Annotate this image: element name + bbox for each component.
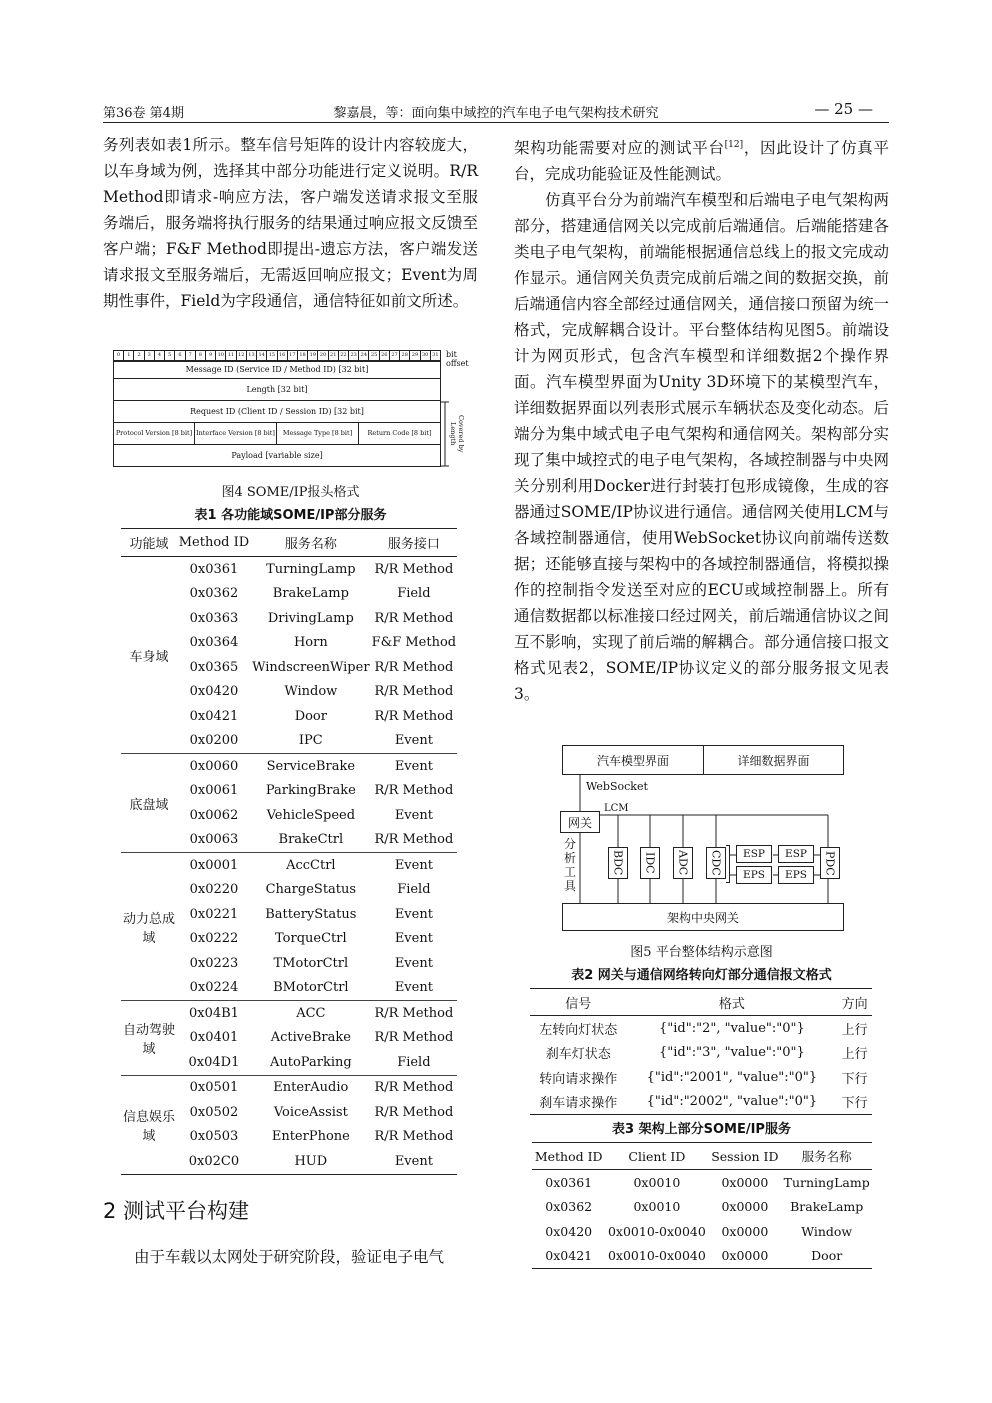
bit-offset-label [446, 350, 469, 368]
central-gateway-box: 架构中央网关 [562, 903, 844, 931]
bit-index-cell: 0 [113, 350, 124, 361]
service-name-cell: Horn [293, 635, 328, 651]
bit-index-cell: 31 [431, 350, 441, 361]
format-cell: {"id":"3", "value":"0"} [659, 1045, 805, 1061]
header-signal: 信号 [530, 989, 626, 1016]
bit-index-cell: 24 [359, 350, 369, 361]
method-id-cell: 0x0061 [189, 783, 239, 799]
service-name-cell: IPC [251, 729, 371, 754]
method-id-cell: 0x0221 [189, 906, 239, 922]
service-name-cell: ChargeStatus [265, 882, 357, 898]
service-name-cell: TMotorCtrl [273, 955, 349, 971]
table-row [121, 557, 457, 582]
table-1-body [121, 557, 457, 1175]
method-id-cell: 0x0365 [189, 659, 239, 675]
bit-index-cell: 1 [124, 350, 134, 361]
signal-cell: 刹车灯状态 [545, 1047, 611, 1063]
left-column [103, 132, 478, 314]
signal-cell: 刹车请求操作 [530, 1090, 626, 1115]
covered-by-length-label: Covered by Length [449, 415, 465, 453]
bit-index-cell: 15 [267, 350, 277, 361]
service-name-cell: ServiceBrake [266, 758, 356, 774]
eps-box-2: EPS [778, 866, 814, 884]
bit-index-cell: 5 [165, 350, 175, 361]
bit-index-cell: 17 [288, 350, 298, 361]
table-2-caption: 表2 网关与通信网络转向灯部分通信报文格式 [571, 968, 832, 983]
method-id-cell: 0x0421 [189, 708, 239, 724]
header-method-id: Method ID [177, 529, 251, 557]
message-type-field: Message Type [8 bit] [277, 423, 359, 445]
bit-index-cell: 21 [329, 350, 339, 361]
domain-cell: 车身域 [121, 557, 177, 754]
method-id-cell: 0x0420 [545, 1223, 593, 1239]
method-id-cell: 0x0060 [189, 758, 239, 774]
bit-index-cell: 19 [308, 350, 318, 361]
node-pdc: PDC [820, 847, 840, 879]
session-id-cell: 0x0000 [721, 1199, 769, 1215]
service-interface-cell: Event [371, 729, 457, 754]
left-column-end [103, 1244, 478, 1270]
method-id-cell: 0x0220 [189, 882, 239, 898]
running-title: 黎嘉晨，等：面向集中域控的汽车电子电气架构技术研究 [333, 106, 659, 121]
journal-issue: 第36卷 第4期 [103, 106, 184, 121]
service-interface-cell: R/R Method [374, 1080, 454, 1096]
service-name-cell: BrakeLamp [272, 586, 349, 602]
payload-field: Payload [variable size] [113, 445, 441, 467]
direction-cell: 上行 [841, 1047, 868, 1063]
node-cdc: CDC [706, 847, 726, 879]
method-id-cell: 0x0363 [189, 610, 239, 626]
detail-data-ui-box: 详细数据界面 [704, 745, 844, 775]
client-id-cell: 0x0010-0x0040 [605, 1244, 708, 1269]
table-row [530, 1041, 872, 1066]
service-interface-cell: R/R Method [374, 783, 454, 799]
format-cell: {"id":"2", "value":"0"} [659, 1020, 805, 1036]
cdc-bracket [726, 845, 730, 883]
table-row [532, 1219, 872, 1244]
running-header [103, 100, 889, 123]
service-interface-cell: Event [394, 857, 433, 873]
service-interface-cell: Event [394, 955, 433, 971]
service-name-cell: TurningLamp [783, 1174, 870, 1190]
table-row [532, 1244, 872, 1269]
method-id-cell: 0x0503 [189, 1129, 239, 1145]
bit-index-cell: 13 [247, 350, 257, 361]
bit-index-cell: 3 [145, 350, 155, 361]
bit-index-cell: 28 [400, 350, 410, 361]
table-row [530, 1090, 872, 1115]
service-interface-cell: Event [394, 758, 433, 774]
service-name-cell: TorqueCtrl [275, 931, 347, 947]
service-name-cell: AccCtrl [286, 857, 336, 873]
service-interface-cell: R/R Method [374, 1030, 454, 1046]
table-row [121, 1001, 457, 1026]
client-id-cell: 0x0010 [633, 1174, 681, 1190]
message-id-field: Message ID (Service ID / Method ID) [32 bit] [113, 361, 441, 379]
method-id-cell: 0x0362 [545, 1199, 593, 1215]
service-interface-cell: R/R Method [374, 610, 454, 626]
table-1-caption: 表1 各功能域SOME/IP部分服务 [194, 508, 387, 523]
bit-index-cell: 25 [369, 350, 379, 361]
node-adc: ADC [673, 847, 693, 879]
bit-index-cell: 9 [206, 350, 216, 361]
method-id-cell: 0x0364 [189, 635, 239, 651]
header-service-name: 服务名称 [251, 529, 371, 557]
domain-cell: 自动驾驶域 [121, 1001, 177, 1076]
service-interface-cell: R/R Method [374, 1104, 454, 1120]
bit-index-row [113, 350, 441, 361]
service-interface-cell: Field [371, 1050, 457, 1075]
header-domain: 功能域 [121, 529, 177, 557]
page-number: — 25 — [814, 100, 873, 118]
domain-cell: 动力总成域 [121, 853, 177, 1001]
domain-cell: 底盘域 [121, 754, 177, 853]
table-1 [121, 528, 457, 1175]
service-name-cell: ActiveBrake [270, 1030, 351, 1046]
table-row [530, 1016, 872, 1041]
method-id-cell: 0x0001 [189, 857, 239, 873]
header-session-id: Session ID [708, 1143, 781, 1170]
service-interface-cell: R/R Method [374, 708, 454, 724]
service-name-cell: WindscreenWiper [252, 659, 370, 675]
bit-index-cell: 22 [339, 350, 349, 361]
client-id-cell: 0x0010 [633, 1199, 681, 1215]
service-name-cell: ParkingBrake [265, 783, 356, 799]
header-method-id: Method ID [532, 1143, 605, 1170]
method-id-cell: 0x0421 [532, 1244, 605, 1269]
protocol-version-field: Protocol Version [8 bit] [113, 423, 195, 445]
service-name-cell: Door [781, 1244, 872, 1269]
domain-cell: 信息娱乐域 [121, 1075, 177, 1174]
service-name-cell: VehicleSpeed [266, 807, 356, 823]
figure-5-platform-structure [558, 745, 848, 935]
request-id-field: Request ID (Client ID / Session ID) [32 bit] [113, 401, 441, 423]
service-name-cell: EnterPhone [271, 1129, 350, 1145]
websocket-label: WebSocket [586, 780, 648, 793]
paragraph: 仿真平台分为前端汽车模型和后端电子电气架构两部分，搭建通信网关以完成前后端通信。后端能搭建各类电子电气架构，前端能根据通信总线上的报文完成动作显示。通信网关负责完成前后端之间的数据交换，前后端通信内容全部经过通信网关，通信接口预留为统一格式，完成解耦合设计。平台整体结构见图5。前端设计为网页形式，包含汽车模型和详细数据2个操作界面。汽车模型界面为Unity 3D环境下的某模型汽车，详细数据界面以列表形式展示车辆状态及变化动态。后端分为集中域式电子电气架构和通信网关。架构部分实现了集中域控式的电子电气架构，各域控制器与中央网关分别利用Docker进行封装打包形成镜像，生成的容器通过SOME/IP协议进行通信。通信网关使用LCM与各域控制器通信，使用WebSocket协议向前端传送数据；还能够直接与架构中的各域控制器通信，将模拟操作的控制指令发送至对应的ECU或域控制器上。所有通信数据都以标准接口经过网关，前后端通信协议之间互不影响，实现了前后端的解耦合。部分通信接口报文格式见表2，SOME/IP协议定义的部分服务报文见表3。 [514, 191, 889, 704]
method-id-cell: 0x0401 [189, 1030, 239, 1046]
service-interface-cell: Event [394, 807, 433, 823]
table-3 [532, 1142, 872, 1269]
service-name-cell: DrivingLamp [267, 610, 354, 626]
return-code-field: Return Code [8 bit] [359, 423, 441, 445]
service-name-cell: BatteryStatus [265, 906, 357, 922]
session-id-cell: 0x0000 [721, 1223, 769, 1239]
table-2 [530, 988, 872, 1115]
table-3-body [532, 1170, 872, 1269]
format-cell: {"id":"2001", "value":"0"} [646, 1069, 818, 1085]
bit-index-cell: 7 [186, 350, 196, 361]
service-interface-cell: Event [394, 931, 433, 947]
session-id-cell: 0x0000 [721, 1174, 769, 1190]
bit-index-cell: 10 [216, 350, 226, 361]
eps-box-1: EPS [736, 866, 772, 884]
table-header-row [530, 989, 872, 1016]
service-interface-cell: Event [394, 906, 433, 922]
service-interface-cell: R/R Method [374, 561, 454, 577]
bit-index-cell: 12 [237, 350, 247, 361]
figure-4-someip-header [113, 350, 469, 470]
bit-label: bit [446, 350, 457, 359]
right-column [514, 132, 889, 707]
bit-index-cell: 11 [226, 350, 236, 361]
service-name-cell: Door [294, 708, 327, 724]
interface-version-field: Interface Version [8 bit] [195, 423, 277, 445]
bit-index-cell: 27 [390, 350, 400, 361]
method-id-cell: 0x0420 [189, 684, 239, 700]
method-id-cell: 0x0361 [545, 1174, 593, 1190]
paragraph: 由于车载以太网处于研究阶段，验证电子电气 [134, 1248, 445, 1266]
direction-cell: 下行 [841, 1071, 868, 1087]
table-row [532, 1195, 872, 1220]
figure-5-caption: 图5 平台整体结构示意图 [630, 945, 773, 960]
service-name-cell: Window [801, 1223, 853, 1239]
esp-box-2: ESP [778, 845, 814, 863]
service-name-cell: HUD [251, 1149, 371, 1174]
bit-index-cell: 26 [380, 350, 390, 361]
service-name-cell: BrakeCtrl [251, 828, 371, 853]
header-service-name: 服务名称 [781, 1143, 872, 1170]
lcm-label: LCM [604, 803, 629, 814]
service-name-cell: ACC [296, 1005, 326, 1021]
table-row [121, 1075, 457, 1100]
paragraph-text: ，因此设计了仿真平台，完成功能验证及性能测试。 [514, 139, 889, 184]
bit-index-cell: 23 [349, 350, 359, 361]
bit-index-cell: 8 [196, 350, 206, 361]
method-id-cell: 0x0223 [189, 955, 239, 971]
header-service-interface: 服务接口 [371, 529, 457, 557]
citation-ref: [12] [724, 140, 744, 150]
paragraph: 务列表如表1所示。整车信号矩阵的设计内容较庞大，以车身域为例，选择其中部分功能进行定义说明。R/R Method即请求-响应方法，客户端发送请求报文至服务端后，服务端将执行服务的结果通过响应报文反馈至客户端；F&F Method即提出-遗忘方法，客户端发送请求报文至服务端后，无需返回响应报文；Event为周期性事件，Field为字段通信，通信特征如前文所述。 [103, 136, 478, 310]
service-interface-cell: Field [397, 882, 431, 898]
paragraph [514, 132, 889, 187]
signal-cell: 左转向灯状态 [539, 1022, 618, 1038]
section-heading: 2 测试平台构建 [103, 1199, 250, 1223]
service-interface-cell: R/R Method [374, 1005, 454, 1021]
node-bdc: BDC [608, 847, 628, 879]
bit-index-cell: 30 [421, 350, 431, 361]
bit-index-cell: 14 [257, 350, 267, 361]
service-interface-cell: R/R Method [374, 684, 454, 700]
header-format: 格式 [626, 989, 837, 1016]
car-model-ui-box: 汽车模型界面 [562, 745, 704, 775]
bit-index-cell: 20 [318, 350, 328, 361]
method-id-cell: 0x04B1 [188, 1005, 239, 1021]
bit-index-cell: 18 [298, 350, 308, 361]
header-direction: 方向 [837, 989, 872, 1016]
bit-index-cell: 16 [278, 350, 288, 361]
method-id-cell: 0x04D1 [177, 1050, 251, 1075]
service-interface-cell: F&F Method [371, 635, 457, 651]
length-field: Length [32 bit] [113, 379, 441, 401]
table-3-caption: 表3 架构上部分SOME/IP服务 [612, 1122, 791, 1137]
service-name-cell: BMotorCtrl [251, 976, 371, 1001]
service-interface-cell: Event [371, 976, 457, 1001]
table-row [530, 1065, 872, 1090]
method-id-cell: 0x0062 [189, 807, 239, 823]
table-row [121, 853, 457, 878]
gateway-box: 网关 [560, 811, 600, 833]
method-id-cell: 0x0361 [189, 561, 239, 577]
format-cell: {"id":"2002", "value":"0"} [626, 1090, 837, 1115]
header-client-id: Client ID [605, 1143, 708, 1170]
service-name-cell: Window [284, 684, 338, 700]
session-id-cell: 0x0000 [708, 1244, 781, 1269]
table-header-row [121, 529, 457, 557]
method-id-cell: 0x0362 [189, 586, 239, 602]
service-name-cell: TurningLamp [266, 561, 356, 577]
service-interface-cell: R/R Method [374, 1129, 454, 1145]
client-id-cell: 0x0010-0x0040 [607, 1223, 706, 1239]
table-header-row [532, 1143, 872, 1170]
method-id-cell: 0x0224 [177, 976, 251, 1001]
direction-cell: 下行 [837, 1090, 872, 1115]
bit-index-cell: 2 [134, 350, 144, 361]
bit-index-cell: 6 [175, 350, 185, 361]
paragraph-text: 架构功能需要对应的测试平台 [514, 139, 725, 158]
signal-cell: 转向请求操作 [539, 1071, 618, 1087]
method-id-cell: 0x0501 [189, 1080, 239, 1096]
service-interface-cell: R/R Method [374, 659, 454, 675]
service-name-cell: BrakeLamp [790, 1199, 864, 1215]
method-id-cell: 0x0200 [177, 729, 251, 754]
method-id-cell: 0x0502 [189, 1104, 239, 1120]
service-interface-cell: Event [371, 1149, 457, 1174]
table-2-body [530, 1016, 872, 1115]
bit-index-cell: 4 [155, 350, 165, 361]
method-id-cell: 0x0222 [189, 931, 239, 947]
esp-box-1: ESP [736, 845, 772, 863]
analysis-tool-label: 分析工具 [563, 837, 576, 893]
table-row [121, 754, 457, 779]
figure-4-caption: 图4 SOME/IP报头格式 [221, 485, 360, 500]
service-interface-cell: Field [397, 586, 431, 602]
service-name-cell: AutoParking [251, 1050, 371, 1075]
method-id-cell: 0x02C0 [177, 1149, 251, 1174]
node-idc: IDC [640, 847, 660, 879]
table-row [532, 1170, 872, 1195]
method-id-cell: 0x0063 [177, 828, 251, 853]
service-interface-cell: R/R Method [371, 828, 457, 853]
service-name-cell: EnterAudio [273, 1080, 349, 1096]
direction-cell: 上行 [841, 1022, 868, 1038]
offset-label: offset [446, 359, 469, 368]
bit-index-cell: 29 [410, 350, 420, 361]
service-name-cell: VoiceAssist [273, 1104, 348, 1120]
